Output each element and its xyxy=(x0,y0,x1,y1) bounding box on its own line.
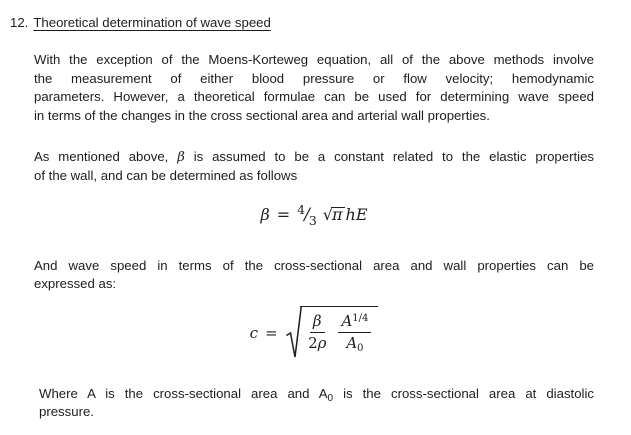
radical-sign: √ xyxy=(322,204,333,224)
exponent-one-quarter: 1/4 xyxy=(352,312,369,324)
section-number: 12. xyxy=(10,15,29,30)
subscript-zero: 0 xyxy=(357,342,364,354)
text-segment: is assumed to be a constant related to the elastic properties xyxy=(184,149,595,165)
subscript-zero: 0 xyxy=(327,392,334,404)
fraction-area-ratio xyxy=(338,313,371,353)
text-segment: Where A is the cross-sectional area and A xyxy=(39,385,328,401)
area-symbol: A xyxy=(346,333,358,352)
radicand xyxy=(300,306,378,353)
square-root xyxy=(285,306,379,361)
paragraph-beta-constant xyxy=(34,148,594,186)
radical-sign-graphic xyxy=(285,306,302,361)
text-line: expressed as: xyxy=(34,276,117,292)
formula-tail-hE: hE xyxy=(345,204,368,224)
paragraph-methods xyxy=(34,51,594,125)
paragraph-wave-speed xyxy=(34,257,594,294)
fraction-numerator: 4 xyxy=(297,201,306,217)
formula-lhs: c xyxy=(249,323,258,342)
fraction-slash: / xyxy=(304,204,310,225)
fraction-denominator xyxy=(343,333,366,352)
text-line: in terms of the changes in the cross sectional area and arterial wall properties. xyxy=(34,107,490,123)
section-heading xyxy=(10,14,631,32)
text-line: pressure. xyxy=(39,404,94,420)
formula-lhs: β xyxy=(260,204,270,224)
formula-beta xyxy=(34,201,594,235)
fraction-four-thirds xyxy=(297,201,317,228)
equals-sign: = xyxy=(276,204,291,224)
text-line: And wave speed in terms of the cross-sectional area and wall properties can be xyxy=(34,257,594,273)
fraction-beta-over-2rho xyxy=(305,313,329,353)
text-line: parameters. However, a theoretical formulae can be used for determining wave speed xyxy=(34,89,594,105)
radicand-pi: π xyxy=(332,204,343,224)
square-root xyxy=(323,205,345,224)
text-line xyxy=(34,148,594,167)
text-line: With the exception of the Moens-Korteweg equation, all of the above methods involve xyxy=(34,52,594,68)
rho-symbol: ρ xyxy=(317,333,327,352)
equals-sign: = xyxy=(265,323,278,342)
text-segment: As mentioned above, xyxy=(34,149,178,165)
coefficient-2: 2 xyxy=(308,333,318,352)
text-line: the measurement of either blood pressure or flow velocity; hemodynamic xyxy=(34,70,594,86)
fraction-denominator: 3 xyxy=(308,212,317,228)
text-segment: is the cross-sectional area at diastolic xyxy=(333,385,594,401)
fraction-denominator xyxy=(305,333,329,352)
fraction-numerator xyxy=(338,313,371,333)
text-line: of the wall, and can be determined as follows xyxy=(34,168,298,184)
fraction-numerator: β xyxy=(310,313,325,333)
section-title: Theoretical determination of wave speed xyxy=(33,15,271,30)
formula-wave-speed xyxy=(34,306,594,361)
beta-symbol: β xyxy=(177,150,185,166)
text-line xyxy=(39,385,594,403)
paragraph-definitions xyxy=(39,385,594,422)
document-body xyxy=(34,51,594,421)
area-symbol: A xyxy=(341,311,353,330)
